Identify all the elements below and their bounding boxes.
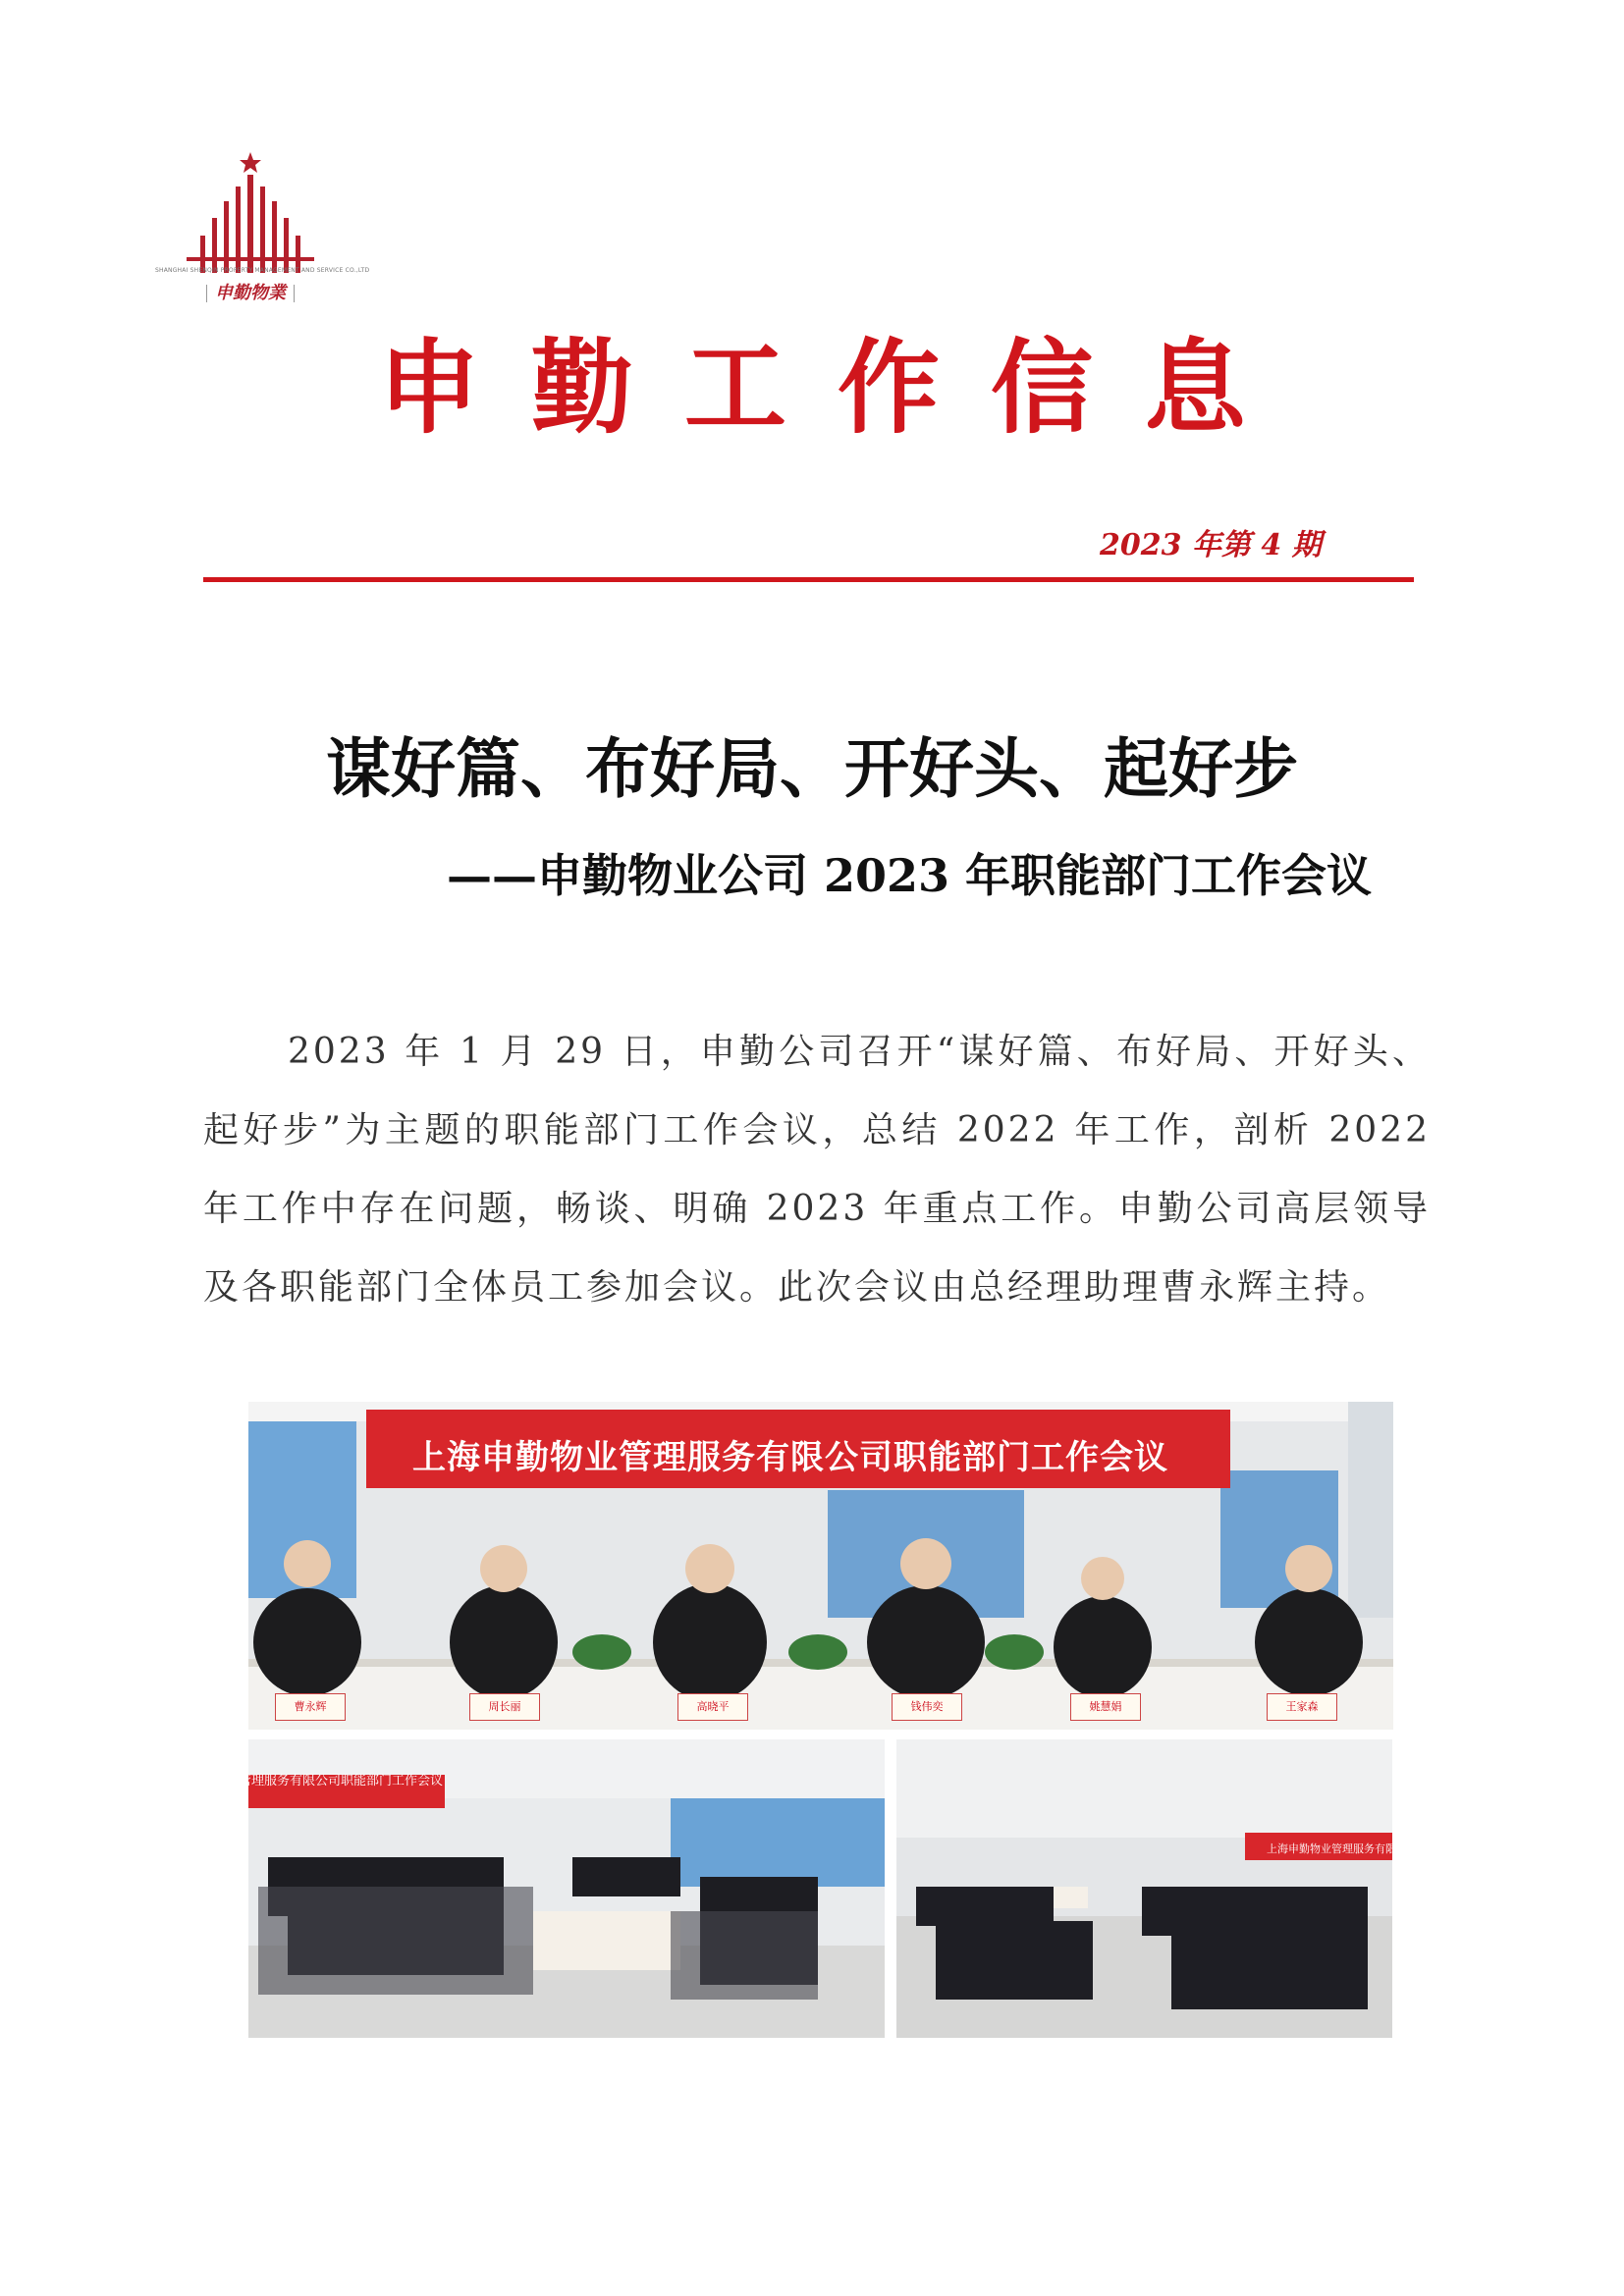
issue-number: 2023 年第 4 期 (1100, 528, 1322, 562)
nameplate: 王家森 (1267, 1693, 1337, 1721)
nameplate: 钱伟奕 (892, 1693, 962, 1721)
masthead-title: 申勤工作信息 (377, 327, 1297, 448)
logo-english-name: SHANGHAI SHENQIN PROPERTY MANAGEMENT AND SERVICE CO.,LTD (155, 267, 370, 274)
meeting-photo-room-right (896, 1739, 1392, 2038)
nameplate: 高晓平 (677, 1693, 748, 1721)
nameplate: 曹永辉 (275, 1693, 346, 1721)
article-title: 谋好篇、布好局、开好头、起好步 (326, 730, 1298, 807)
nameplate: 周长丽 (469, 1693, 540, 1721)
banner-partial: 业管理服务有限公司职能部门工作会议 (226, 1774, 444, 1789)
logo-chinese-name: 申勤物業 (182, 279, 319, 304)
article-paragraph: 2023 年 1 月 29 日，申勤公司召开“谋好篇、布好局、开好头、起好步”为主题的职能部门工作会议，总结 2022 年工作，剖析 2022 年工作中存在问题，畅谈、明确 2023 年重点工作。申勤公司高层领导及各职能部门全体员工参加会议。此次会议由总经理助理曹永辉主持。 (203, 1032, 1431, 1308)
banner-main: 上海申勤物业管理服务有限公司职能部门工作会议 (412, 1438, 1168, 1477)
header-divider (203, 577, 1414, 582)
article-subtitle: ——申勤物业公司 2023 年职能部门工作会议 (447, 849, 1373, 902)
nameplate: 姚慧娟 (1070, 1693, 1141, 1721)
banner-far: 上海申勤物业管理服务有限公司职能部门工作会议 (1267, 1842, 1504, 1855)
